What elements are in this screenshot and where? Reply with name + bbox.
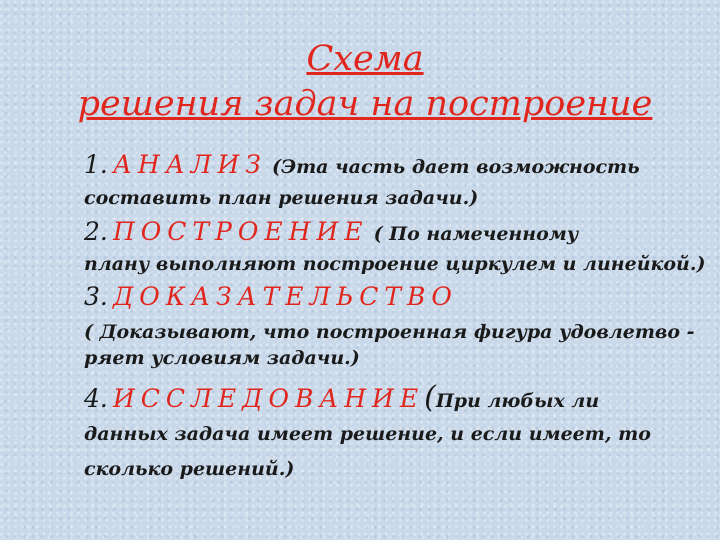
step-1-desc-line: составить план решения задачи.) — [84, 187, 479, 209]
step-1-heading — [84, 150, 640, 179]
step-3-desc-line-1: ( Доказывают, что построенная фигура удовлетво - — [84, 321, 695, 343]
step-3-desc-line-2: ряет условиям задачи.) — [84, 347, 360, 369]
step-2-word: ПОСТРОЕНИЕ — [112, 217, 369, 246]
title-line-1: Схема — [306, 39, 424, 79]
step-2-desc-line: плану выполняют построение циркулем и линейкой.) — [84, 253, 706, 275]
step-1-number: 1. — [84, 150, 108, 179]
step-3-heading — [84, 282, 458, 311]
title-line-2: решения задач на построение — [77, 84, 653, 124]
step-2-heading — [84, 217, 578, 246]
step-2-desc-first: ( По намеченному — [373, 223, 579, 245]
step-4-desc-line-2: сколько решений.) — [84, 458, 295, 480]
step-3-number: 3. — [84, 282, 108, 311]
step-4-word: ИССЛЕДОВАНИЕ — [112, 384, 425, 413]
step-4-desc-line-1: данных задача имеет решение, и если имеет, то — [84, 423, 651, 445]
step-4-paren: ( — [424, 380, 436, 415]
step-4-number: 4. — [84, 384, 108, 413]
step-3-word: ДОКАЗАТЕЛЬСТВО — [112, 282, 458, 311]
step-4-desc-first: При любых ли — [435, 390, 600, 412]
step-1-word: АНАЛИЗ — [112, 150, 267, 179]
step-4-heading — [84, 380, 599, 415]
step-1-desc-first: (Эта часть дает возможность — [271, 156, 640, 178]
step-2-number: 2. — [84, 217, 108, 246]
